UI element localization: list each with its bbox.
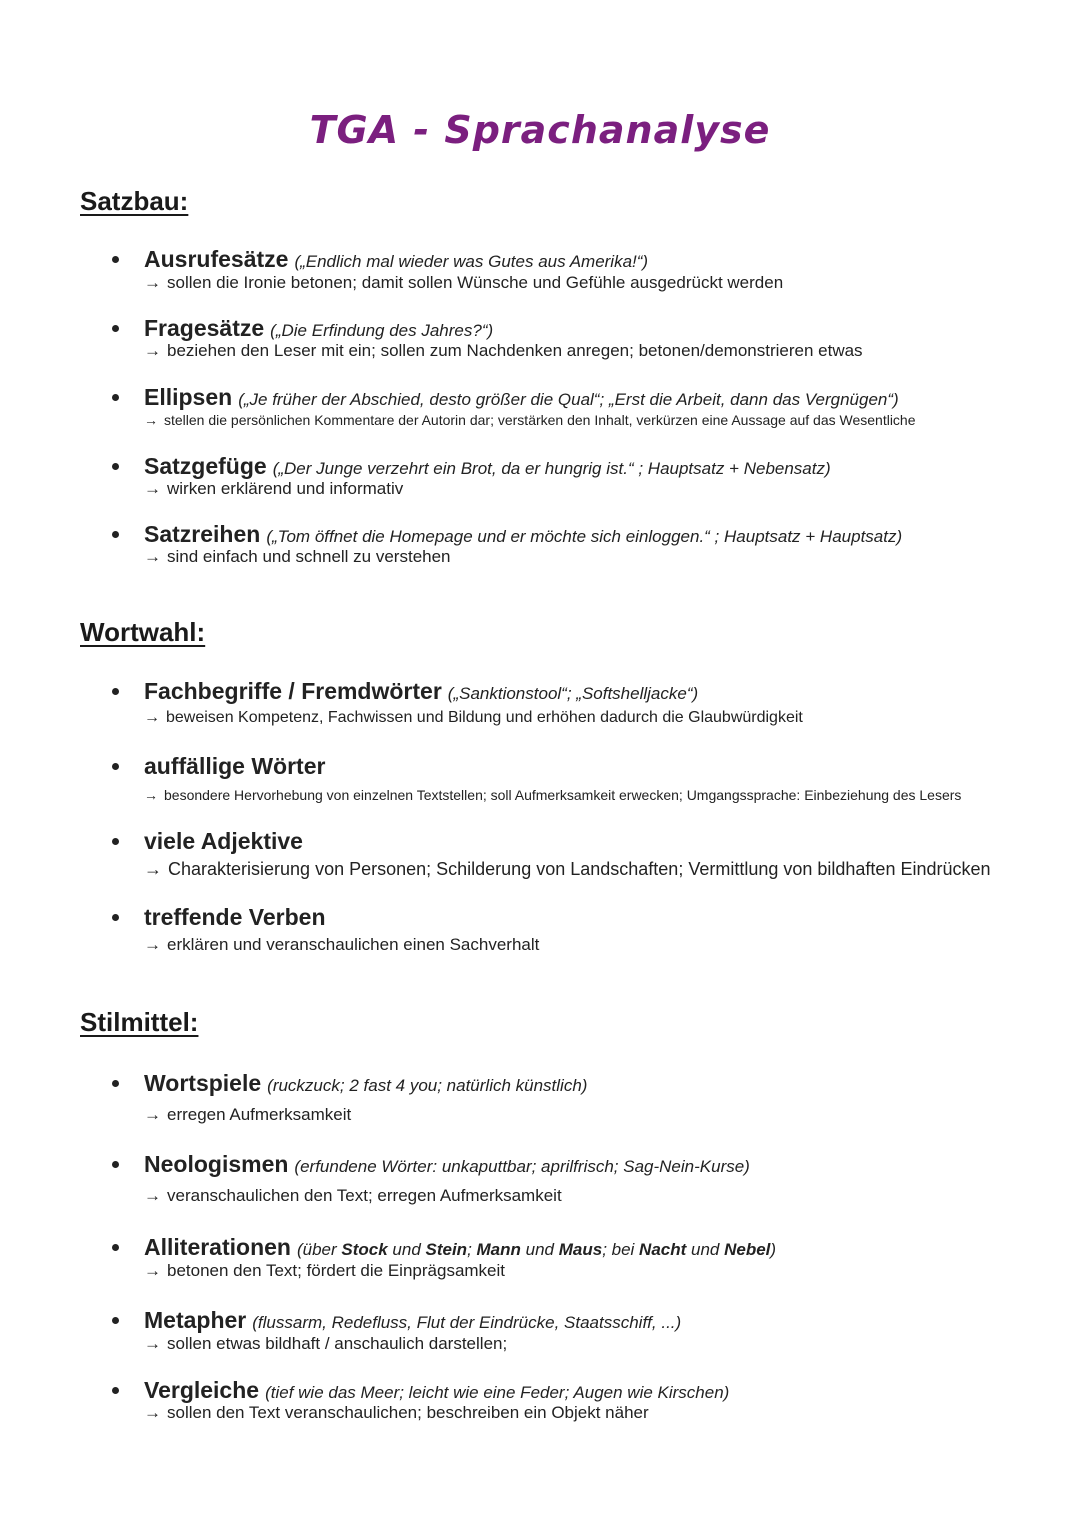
term: Ellipsen — [144, 384, 233, 410]
arrow-icon: → — [144, 709, 160, 726]
description: stellen die persönlichen Kommentare der Autorin dar; verstärken den Inhalt, verkürzen eine Aussage auf das Wesentliche — [164, 412, 916, 428]
term: Alliterationen — [144, 1234, 291, 1260]
description: sollen etwas bildhaft / anschaulich darstellen; — [167, 1334, 508, 1353]
term: Wortspiele — [144, 1070, 262, 1096]
term: Fachbegriffe / Fremdwörter — [144, 678, 442, 704]
bullet-icon — [112, 838, 119, 845]
bullet-icon — [112, 914, 119, 921]
bullet-icon — [112, 1317, 119, 1324]
bullet-icon — [112, 394, 119, 401]
arrow-icon: → — [144, 787, 158, 803]
section-heading-wortwahl: Wortwahl: — [80, 617, 206, 647]
arrow-icon: → — [144, 859, 162, 879]
description: sollen den Text veranschaulichen; beschreiben ein Objekt näher — [167, 1403, 649, 1422]
bullet-icon — [112, 1080, 119, 1087]
arrow-icon: → — [144, 1403, 161, 1422]
description: besondere Hervorhebung von einzelnen Textstellen; soll Aufmerksamkeit erwecken; Umgangssprache: Einbeziehung des Lesers — [164, 787, 962, 803]
description: erregen Aufmerksamkeit — [167, 1105, 352, 1124]
term: Ausrufesätze — [144, 246, 289, 272]
description: sollen die Ironie betonen; damit sollen Wünsche und Gefühle ausgedrückt werden — [167, 273, 784, 292]
description: beweisen Kompetenz, Fachwissen und Bildung und erhöhen dadurch die Glaubwürdigkeit — [166, 709, 803, 726]
description: betonen den Text; fördert die Einprägsamkeit — [167, 1261, 506, 1280]
example: („Je früher der Abschied, desto größer die Qual“; „Erst die Arbeit, dann das Vergnügen“) — [238, 390, 899, 409]
example: („Sanktionstool“; „Softshelljacke“) — [447, 684, 699, 703]
example: (tief wie das Meer; leicht wie eine Feder; Augen wie Kirschen) — [265, 1383, 730, 1402]
term: Neologismen — [144, 1151, 289, 1177]
arrow-icon: → — [144, 479, 161, 498]
example: („Die Erfindung des Jahres?“) — [270, 321, 494, 340]
bullet-icon — [112, 688, 119, 695]
bullet-icon — [112, 763, 119, 770]
description: beziehen den Leser mit ein; sollen zum Nachdenken anregen; betonen/demonstrieren etwas — [167, 341, 863, 360]
bullet-icon — [112, 325, 119, 332]
example: („Tom öffnet die Homepage und er möchte sich einloggen.“ ; Hauptsatz + Hauptsatz) — [266, 527, 903, 546]
term: Vergleiche — [144, 1377, 260, 1403]
example: („Der Junge verzehrt ein Brot, da er hungrig ist.“ ; Hauptsatz + Nebensatz) — [272, 459, 831, 478]
arrow-icon: → — [144, 547, 161, 566]
page-title: TGA - Sprachanalyse — [309, 108, 771, 152]
example: (erfundene Wörter: unkaputtbar; aprilfrisch; Sag-Nein-Kurse) — [294, 1157, 750, 1176]
example: (ruckzuck; 2 fast 4 you; natürlich künstlich) — [267, 1076, 588, 1095]
term: Metapher — [144, 1307, 247, 1333]
term: Satzreihen — [144, 521, 261, 547]
arrow-icon: → — [144, 412, 158, 428]
section-heading-satzbau: Satzbau: — [80, 186, 189, 216]
arrow-icon: → — [144, 935, 161, 954]
bullet-icon — [112, 1387, 119, 1394]
arrow-icon: → — [144, 1334, 161, 1353]
description: wirken erklärend und informativ — [167, 479, 404, 498]
term: Satzgefüge — [144, 453, 267, 479]
term: viele Adjektive — [144, 828, 303, 854]
bullet-icon — [112, 256, 119, 263]
arrow-icon: → — [144, 1261, 161, 1280]
bullet-icon — [112, 463, 119, 470]
example: (über Stock und Stein; Mann und Maus; bei Nacht und Nebel) — [296, 1240, 777, 1259]
description: veranschaulichen den Text; erregen Aufmerksamkeit — [167, 1186, 562, 1205]
bullet-icon — [112, 531, 119, 538]
term: auffällige Wörter — [144, 753, 326, 779]
arrow-icon: → — [144, 1105, 161, 1124]
arrow-icon: → — [144, 273, 161, 292]
arrow-icon: → — [144, 1186, 161, 1205]
arrow-icon: → — [144, 341, 161, 360]
section-heading-stilmittel: Stilmittel: — [80, 1007, 199, 1037]
description: sind einfach und schnell zu verstehen — [167, 547, 451, 566]
bullet-icon — [112, 1161, 119, 1168]
example: („Endlich mal wieder was Gutes aus Amerika!“) — [294, 252, 649, 271]
bullet-icon — [112, 1244, 119, 1251]
description: erklären und veranschaulichen einen Sachverhalt — [167, 935, 540, 954]
term: Fragesätze — [144, 315, 265, 341]
example: (flussarm, Redefluss, Flut der Eindrücke, Staatsschiff, ...) — [252, 1313, 682, 1332]
term: treffende Verben — [144, 904, 326, 930]
description: Charakterisierung von Personen; Schilderung von Landschaften; Vermittlung von bildhaften Eindrücken — [168, 859, 991, 879]
